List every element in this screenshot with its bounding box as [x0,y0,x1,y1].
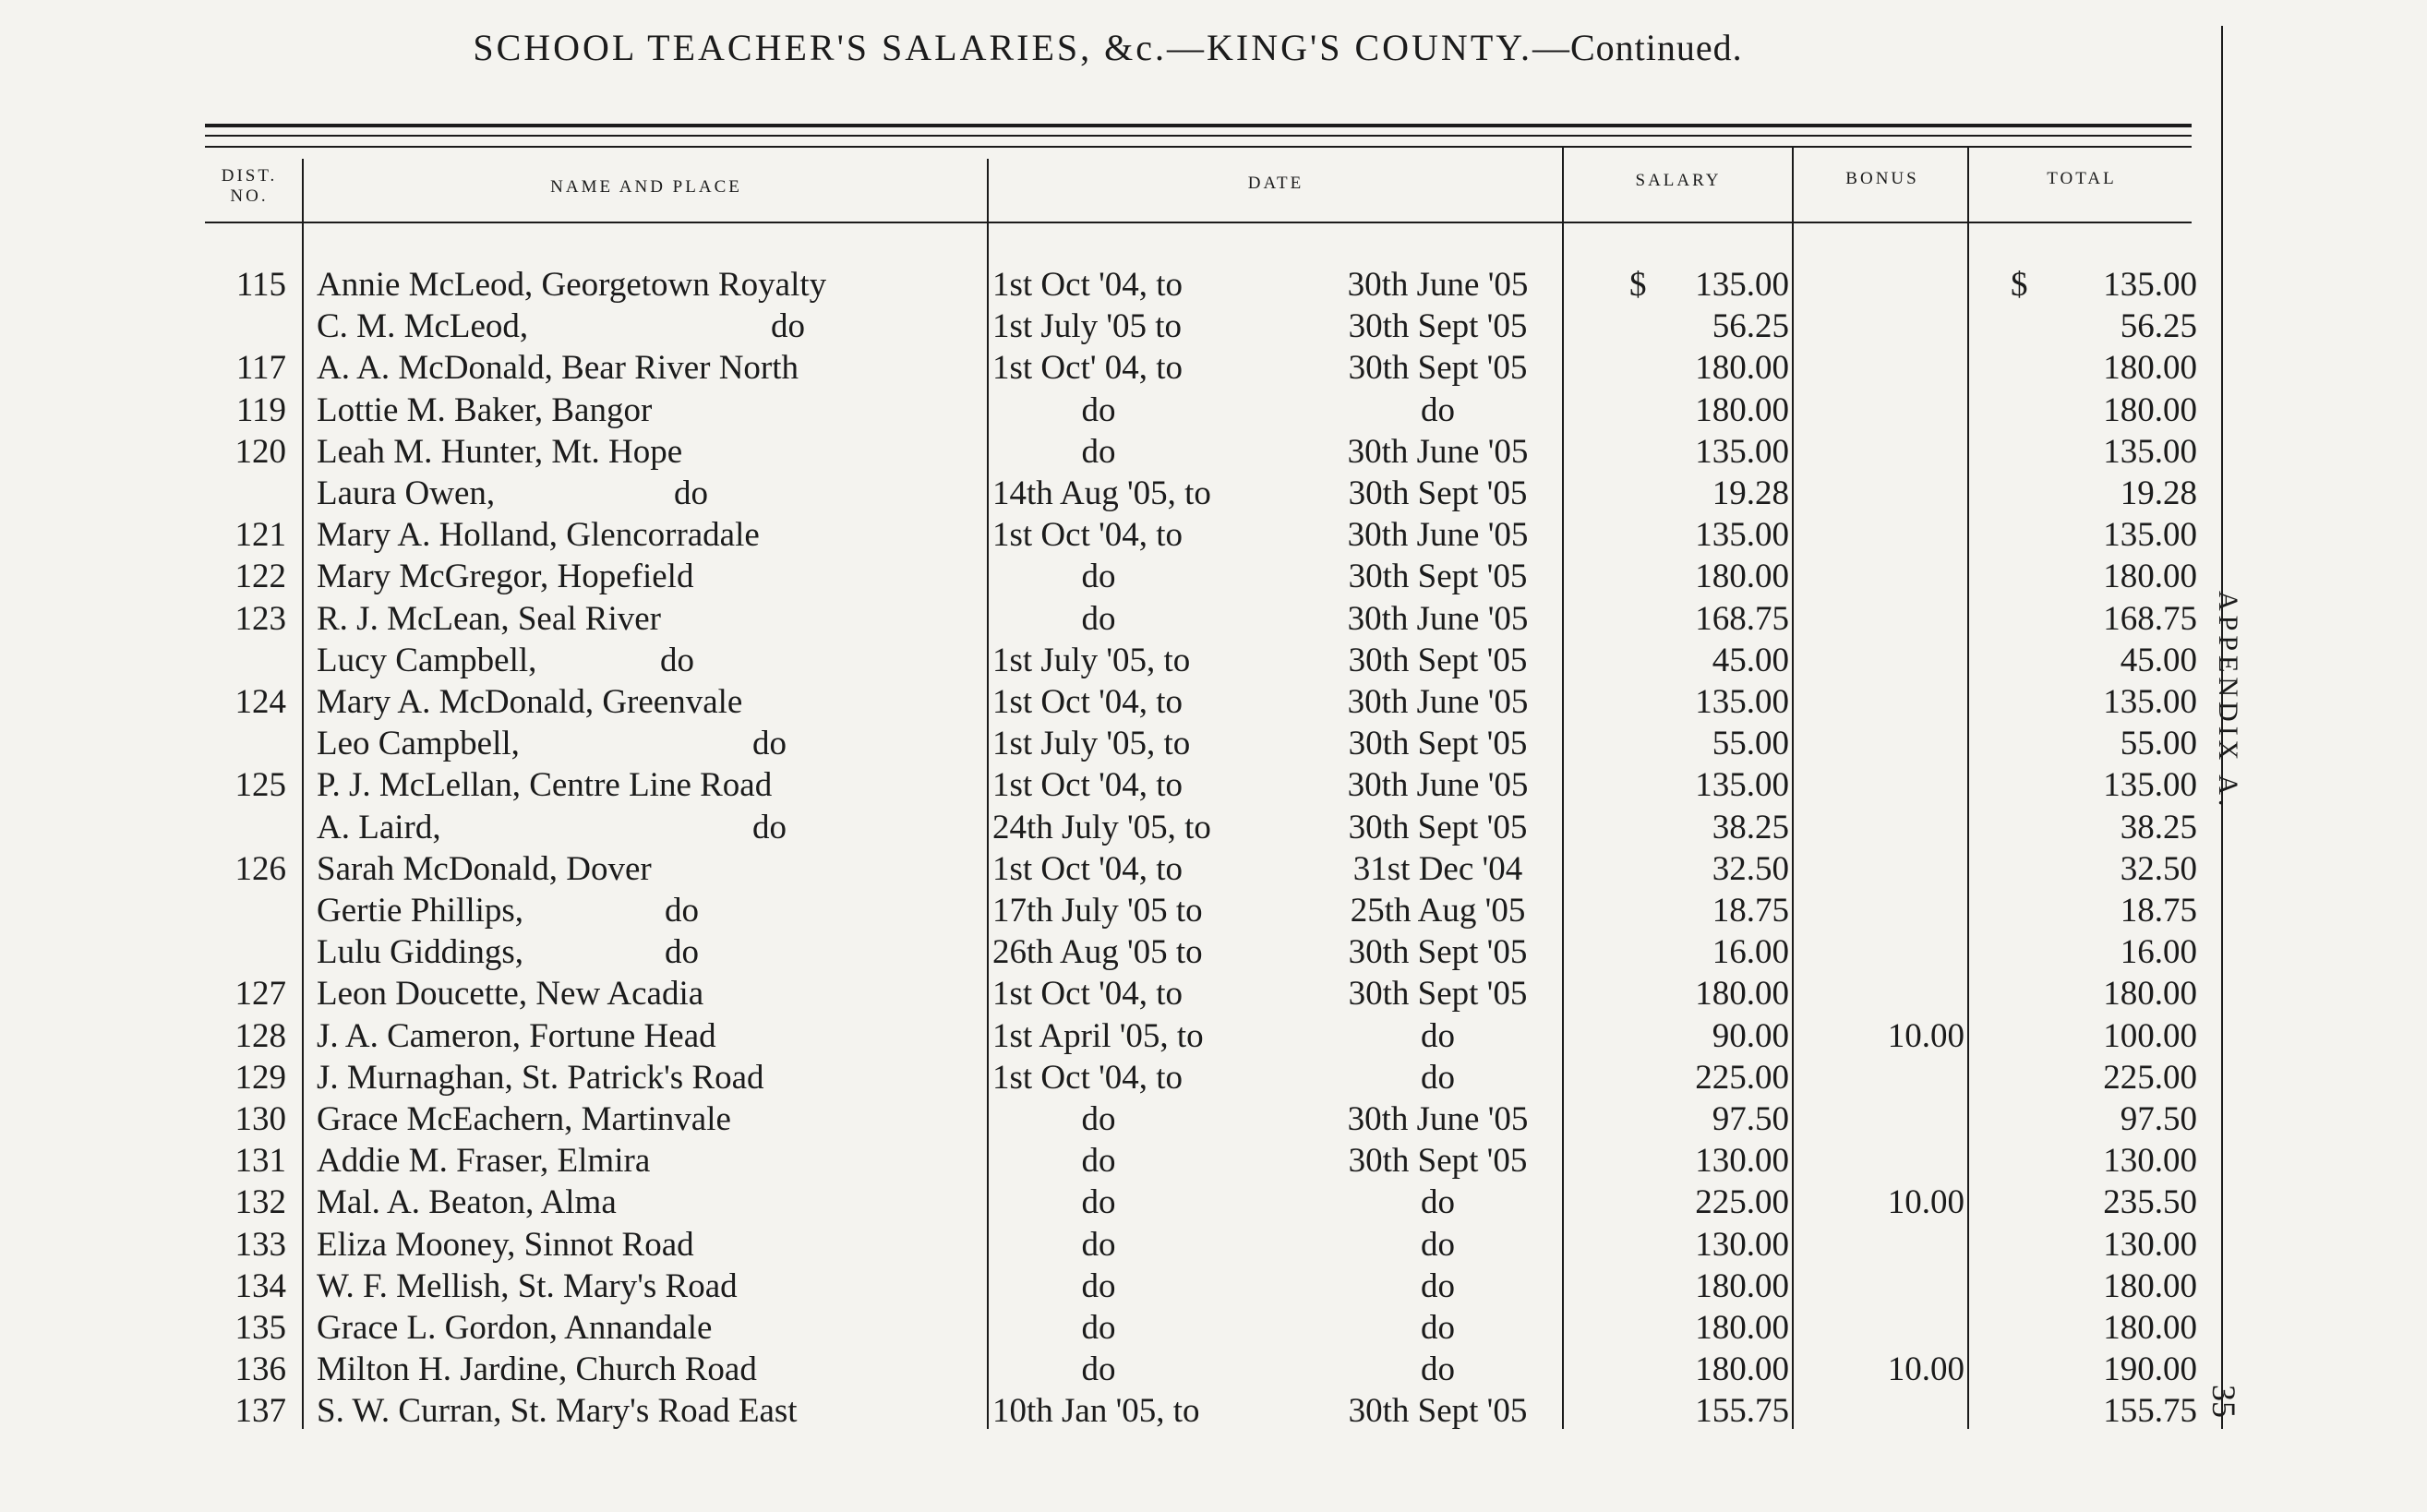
table-row [0,473,2216,514]
teacher-name-place: Laura Owen, [317,474,496,512]
salary-value: 55.00 [1712,725,1789,763]
dist-number: 131 [234,1142,286,1181]
total-value: 135.00 [2103,432,2197,471]
dist-number: 134 [234,1266,286,1305]
date-from: 1st Oct '04, to [992,516,1183,555]
total-value: 190.00 [2103,1350,2197,1389]
salary-value: 135.00 [1695,516,1789,555]
date-from: 1st Oct '04, to [992,683,1183,721]
teacher-name-place: C. M. McLeod, [317,307,529,346]
date-to: 30th Sept '05 [1348,725,1528,763]
total-value: 235.50 [2103,1183,2197,1222]
date-to: 30th Sept '05 [1348,558,1528,596]
dist-number: 130 [234,1100,286,1138]
date-to: 31st Dec '04 [1352,849,1523,888]
teacher-name-place: J. Murnaghan, St. Patrick's Road [317,1058,764,1097]
table-row [0,514,2216,556]
table-row [0,1224,2216,1266]
dist-number: 115 [235,266,286,304]
dist-number: 136 [234,1350,286,1389]
date-to: do [1421,1350,1455,1389]
header-bonus: BONUS [1845,169,1919,188]
date-to: 30th Sept '05 [1348,1392,1528,1431]
date-to: 30th June '05 [1347,683,1529,721]
total-value: 180.00 [2103,349,2197,388]
teacher-name-place: A. Laird, [317,808,441,846]
date-from: 17th July '05 to [992,892,1203,930]
dist-number: 127 [234,975,286,1014]
dist-number: 122 [234,558,286,596]
date-to: 30th Sept '05 [1348,349,1528,388]
salary-value: 18.75 [1712,892,1789,930]
place-ditto: do [771,307,805,346]
salary-value: 180.00 [1695,1350,1789,1389]
table-row [0,1057,2216,1098]
teacher-name-place: Mal. A. Beaton, Alma [317,1183,617,1222]
date-from: do [1081,599,1116,638]
header-salary: SALARY [1635,171,1722,190]
header-name: NAME AND PLACE [550,177,742,197]
table-row [0,264,2216,306]
salary-currency-symbol: $ [1629,266,1647,304]
salary-value: 130.00 [1695,1225,1789,1264]
total-value: 180.00 [2103,390,2197,429]
table-row [0,1349,2216,1390]
salary-value: 135.00 [1695,432,1789,471]
teacher-name-place: Grace McEachern, Martinvale [317,1100,731,1138]
date-from: do [1081,1309,1116,1347]
header-date: DATE [1247,174,1304,193]
top-rule-thin [205,135,2192,137]
date-to: do [1421,390,1455,429]
salary-value: 97.50 [1712,1100,1789,1138]
date-from: 26th Aug '05 to [992,933,1203,972]
salary-value: 180.00 [1695,349,1789,388]
teacher-name-place: Addie M. Fraser, Elmira [317,1142,651,1181]
teacher-name-place: Mary A. Holland, Glencorradale [317,516,760,555]
date-to: 30th June '05 [1347,266,1529,304]
date-to: 30th Sept '05 [1348,1142,1528,1181]
page-title-text: SCHOOL TEACHER'S SALARIES, &c.—KING'S COUNTY. [473,27,1532,68]
total-value: 97.50 [2120,1100,2197,1138]
date-from: do [1081,1100,1116,1138]
total-value: 38.25 [2120,808,2197,846]
dist-number: 121 [234,516,286,555]
date-to: do [1421,1016,1455,1055]
table-row [0,681,2216,723]
teacher-name-place: S. W. Curran, St. Mary's Road East [317,1392,798,1431]
teacher-name-place: P. J. McLellan, Centre Line Road [317,766,773,805]
table-row [0,807,2216,848]
salary-value: 168.75 [1695,599,1789,638]
dist-number: 132 [234,1183,286,1222]
dist-number: 120 [234,432,286,471]
dist-number: 128 [234,1016,286,1055]
salary-value: 32.50 [1712,849,1789,888]
teacher-name-place: Mary McGregor, Hopefield [317,558,694,596]
table-row [0,723,2216,764]
date-to: 30th June '05 [1347,516,1529,555]
date-to: 30th Sept '05 [1348,808,1528,846]
date-from: 1st July '05, to [992,725,1191,763]
table-row [0,1140,2216,1182]
teacher-name-place: R. J. McLean, Seal River [317,599,661,638]
table-row [0,890,2216,931]
table-row [0,1098,2216,1140]
page-title [0,26,2216,69]
date-to: do [1421,1183,1455,1222]
salary-value: 135.00 [1695,266,1789,304]
table-row [0,1390,2216,1432]
teacher-name-place: J. A. Cameron, Fortune Head [317,1016,716,1055]
date-to: 30th June '05 [1347,1100,1529,1138]
bonus-value: 10.00 [1887,1016,1964,1055]
total-value: 155.75 [2103,1392,2197,1431]
dist-number: 137 [234,1392,286,1431]
salary-value: 56.25 [1712,307,1789,346]
header-bottom-rule [205,222,2192,223]
total-value: 135.00 [2103,516,2197,555]
total-value: 180.00 [2103,975,2197,1014]
date-from: 1st July '05, to [992,641,1191,679]
bonus-value: 10.00 [1887,1350,1964,1389]
date-to: 30th Sept '05 [1348,307,1528,346]
table-row [0,764,2216,806]
header-dist-line1: DIST. [221,166,278,186]
date-from: do [1081,390,1116,429]
salary-value: 130.00 [1695,1142,1789,1181]
appendix-label: APPENDIX A. [2213,591,2243,811]
date-from: 24th July '05, to [992,808,1211,846]
dist-number: 124 [234,683,286,721]
total-value: 180.00 [2103,1266,2197,1305]
dist-number: 117 [235,349,286,388]
total-value: 18.75 [2120,892,2197,930]
table-row [0,556,2216,597]
top-rule-thick [205,124,2192,127]
date-from: do [1081,1350,1116,1389]
place-ditto: do [752,725,787,763]
date-from: do [1081,432,1116,471]
teacher-name-place: Leah M. Hunter, Mt. Hope [317,432,683,471]
total-value: 55.00 [2120,725,2197,763]
teacher-name-place: Gertie Phillips, [317,892,524,930]
teacher-name-place: Lottie M. Baker, Bangor [317,390,653,429]
table-row [0,640,2216,681]
date-from: 1st Oct '04, to [992,849,1183,888]
total-value: 32.50 [2120,849,2197,888]
total-value: 19.28 [2120,474,2197,512]
table-row [0,431,2216,473]
date-from: do [1081,558,1116,596]
total-value: 180.00 [2103,558,2197,596]
date-to: 30th June '05 [1347,766,1529,805]
salary-value: 225.00 [1695,1183,1789,1222]
teacher-name-place: Grace L. Gordon, Annandale [317,1309,713,1347]
salary-value: 180.00 [1695,975,1789,1014]
date-to: 25th Aug '05 [1350,892,1526,930]
date-from: do [1081,1183,1116,1222]
header-rule-bottom [205,146,2192,148]
salary-value: 180.00 [1695,558,1789,596]
teacher-name-place: Eliza Mooney, Sinnot Road [317,1225,694,1264]
dist-number: 126 [234,849,286,888]
date-to: do [1421,1266,1455,1305]
dist-number: 119 [235,390,286,429]
table-row [0,1307,2216,1349]
dist-number: 125 [234,766,286,805]
dist-number: 123 [234,599,286,638]
date-to: 30th Sept '05 [1348,975,1528,1014]
salary-value: 38.25 [1712,808,1789,846]
place-ditto: do [665,892,699,930]
date-from: 1st April '05, to [992,1016,1204,1055]
date-from: do [1081,1266,1116,1305]
salary-value: 225.00 [1695,1058,1789,1097]
table-row [0,347,2216,389]
table-row [0,848,2216,890]
table-row [0,931,2216,973]
salary-value: 135.00 [1695,766,1789,805]
total-value: 225.00 [2103,1058,2197,1097]
salary-value: 180.00 [1695,1266,1789,1305]
header-total: TOTAL [2047,169,2117,188]
place-ditto: do [674,474,708,512]
teacher-name-place: Lulu Giddings, [317,933,524,972]
salary-value: 19.28 [1712,474,1789,512]
header-dist-line2: NO. [230,186,269,206]
total-value: 135.00 [2103,266,2197,304]
total-value: 56.25 [2120,307,2197,346]
teacher-name-place: Mary A. McDonald, Greenvale [317,683,743,721]
table-row [0,1182,2216,1223]
table-row [0,598,2216,640]
date-from: 1st Oct' 04, to [992,349,1183,388]
table-row [0,306,2216,347]
date-to: do [1421,1225,1455,1264]
date-from: 1st July '05 to [992,307,1183,346]
salary-value: 16.00 [1712,933,1789,972]
table-row [0,973,2216,1014]
page-number: 35 [2205,1385,2242,1418]
dist-number: 129 [234,1058,286,1097]
place-ditto: do [665,933,699,972]
date-to: 30th June '05 [1347,599,1529,638]
dist-number: 135 [234,1309,286,1347]
dist-number: 133 [234,1225,286,1264]
total-value: 130.00 [2103,1142,2197,1181]
total-value: 180.00 [2103,1309,2197,1347]
table-row [0,1266,2216,1307]
date-to: 30th June '05 [1347,432,1529,471]
salary-value: 45.00 [1712,641,1789,679]
teacher-name-place: Lucy Campbell, [317,641,537,679]
total-value: 100.00 [2103,1016,2197,1055]
teacher-name-place: Leo Campbell, [317,725,520,763]
teacher-name-place: Leon Doucette, New Acadia [317,975,704,1014]
total-value: 45.00 [2120,641,2197,679]
total-value: 135.00 [2103,683,2197,721]
total-value: 168.75 [2103,599,2197,638]
teacher-name-place: A. A. McDonald, Bear River North [317,349,799,388]
header-dist [205,166,294,207]
table-row [0,390,2216,431]
salary-value: 90.00 [1712,1016,1789,1055]
teacher-name-place: Sarah McDonald, Dover [317,849,652,888]
total-value: 16.00 [2120,933,2197,972]
date-to: do [1421,1058,1455,1097]
date-to: 30th Sept '05 [1348,641,1528,679]
date-from: 1st Oct '04, to [992,266,1183,304]
teacher-name-place: Milton H. Jardine, Church Road [317,1350,757,1389]
place-ditto: do [752,808,787,846]
date-from: 1st Oct '04, to [992,766,1183,805]
salary-value: 135.00 [1695,683,1789,721]
total-currency-symbol: $ [2011,266,2028,304]
date-from: do [1081,1142,1116,1181]
salary-value: 180.00 [1695,1309,1789,1347]
date-from: 10th Jan '05, to [992,1392,1200,1431]
salary-value: 180.00 [1695,390,1789,429]
date-from: 1st Oct '04, to [992,975,1183,1014]
table-row [0,1015,2216,1057]
date-to: 30th Sept '05 [1348,474,1528,512]
salary-value: 155.75 [1695,1392,1789,1431]
teacher-name-place: W. F. Mellish, St. Mary's Road [317,1266,738,1305]
teacher-name-place: Annie McLeod, Georgetown Royalty [317,266,827,304]
date-from: do [1081,1225,1116,1264]
date-from: 14th Aug '05, to [992,474,1211,512]
date-to: 30th Sept '05 [1348,933,1528,972]
page-title-continued: —Continued. [1532,27,1743,68]
place-ditto: do [660,641,694,679]
date-to: do [1421,1309,1455,1347]
date-from: 1st Oct '04, to [992,1058,1183,1097]
bonus-value: 10.00 [1887,1183,1964,1222]
total-value: 135.00 [2103,766,2197,805]
total-value: 130.00 [2103,1225,2197,1264]
